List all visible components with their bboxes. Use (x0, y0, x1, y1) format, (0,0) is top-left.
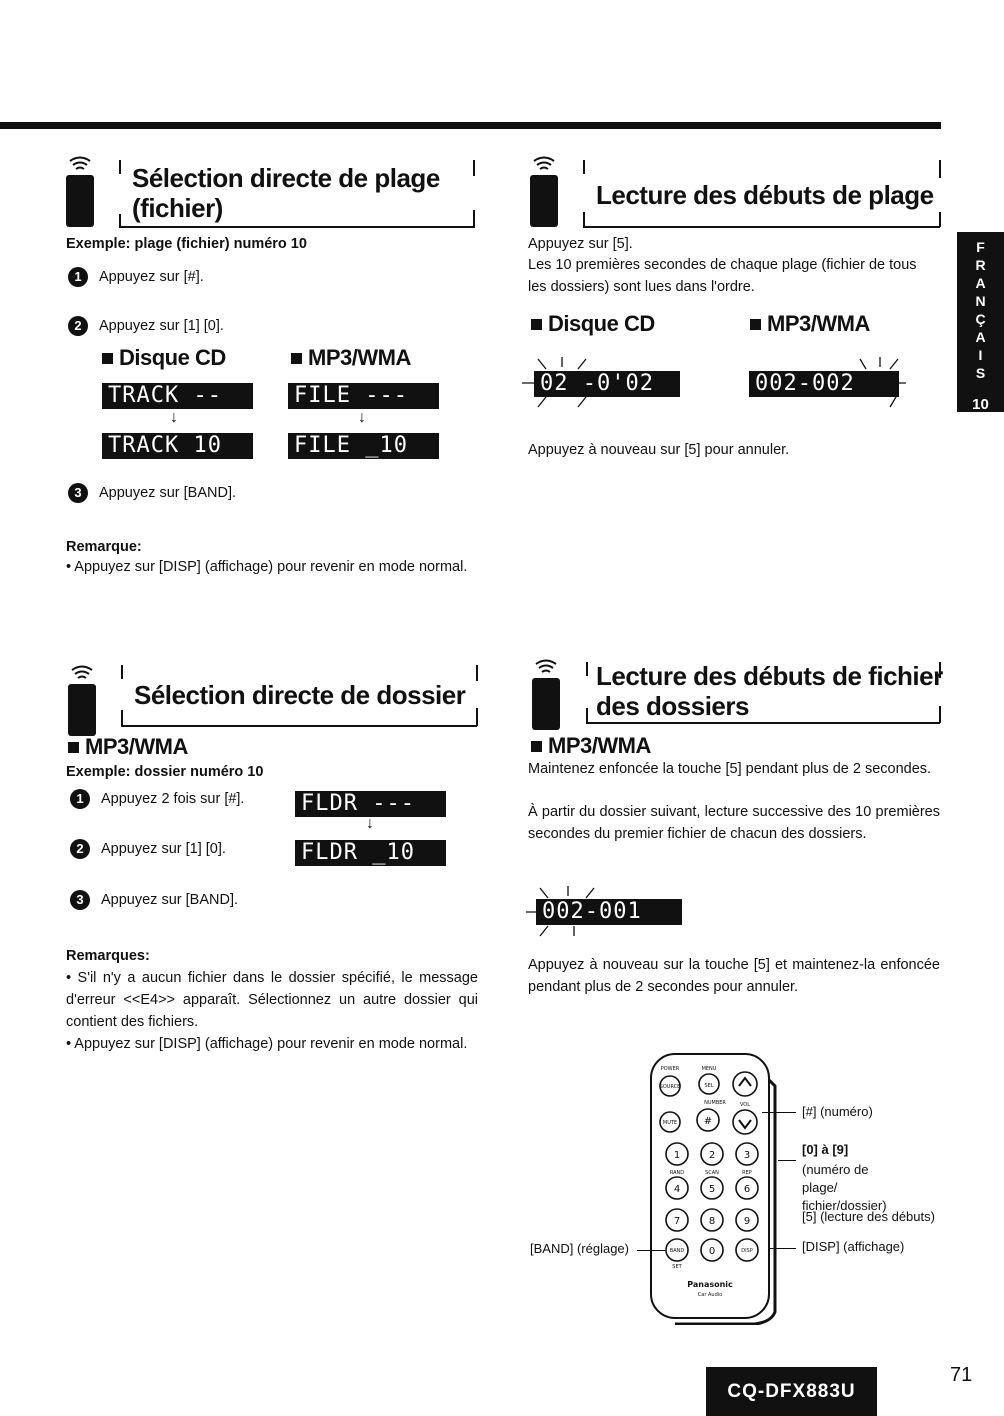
section-title-folder-intro (596, 661, 943, 721)
section-title-track (132, 163, 440, 223)
svg-text:0: 0 (708, 1246, 716, 1257)
language-tab-letter: A (975, 275, 986, 291)
svg-text:MENU: MENU (701, 1066, 717, 1072)
paragraph: Appuyez sur [5]. (528, 236, 633, 252)
step-number: 1 (70, 789, 90, 809)
svg-text:BAND: BAND (669, 1248, 685, 1254)
language-tab-letters (957, 232, 1004, 382)
language-tab (957, 232, 1004, 412)
disque-cd-heading: Disque CD (102, 345, 226, 371)
svg-text:4: 4 (673, 1184, 681, 1195)
svg-text:POWER: POWER (660, 1066, 680, 1072)
paragraph: À partir du dossier suivant, lecture successive des 10 premières secondes du premier fichier de chacun des dossiers. (528, 804, 940, 842)
svg-text:SCAN: SCAN (705, 1170, 719, 1176)
lcd-file-before: FILE --- (288, 383, 439, 409)
svg-text:1: 1 (673, 1150, 681, 1161)
label-disp: [DISP] (affichage) (802, 1239, 905, 1254)
svg-text:9: 9 (743, 1216, 751, 1227)
language-tab-letter: N (975, 293, 986, 309)
language-tab-letter: A (975, 329, 986, 345)
step-number: 3 (70, 890, 90, 910)
svg-text:REP: REP (742, 1170, 752, 1176)
step-number: 1 (68, 267, 88, 287)
title-line2: des dossiers (596, 691, 749, 721)
label-hash: [#] (numéro) (802, 1104, 873, 1119)
language-tab-letter: I (978, 347, 983, 363)
mp3-heading: MP3/WMA (68, 734, 188, 760)
step-text: Appuyez sur [BAND]. (101, 892, 238, 908)
label-digits-desc: (numéro de plage/ fichier/dossier) (802, 1162, 887, 1213)
step-number: 2 (68, 316, 88, 336)
remote-icon (530, 155, 558, 227)
remote-brand-sub: Car Audio (697, 1292, 723, 1298)
remote-icon (68, 664, 96, 736)
label-five: [5] (lecture des débuts) (802, 1209, 935, 1224)
mp3-heading: MP3/WMA (291, 345, 411, 371)
title-line2: (fichier) (132, 193, 223, 223)
svg-text:3: 3 (743, 1150, 751, 1161)
svg-text:NUMBER: NUMBER (704, 1100, 726, 1106)
title-line1: Lecture des débuts de fichier (596, 661, 943, 691)
label-band: [BAND] (réglage) (530, 1241, 629, 1256)
svg-text:SEL: SEL (704, 1083, 714, 1089)
language-tab-letter: S (975, 365, 986, 381)
step-text: Appuyez 2 fois sur [#]. (101, 791, 245, 807)
lcd-folder-intro: 002-001 (536, 899, 682, 925)
title-line1: Sélection directe de plage (132, 163, 440, 193)
mp3-heading: MP3/WMA (750, 311, 870, 337)
svg-text:VOL: VOL (739, 1102, 751, 1108)
svg-text:8: 8 (708, 1216, 716, 1227)
svg-text:7: 7 (673, 1216, 681, 1227)
svg-text:DISP: DISP (741, 1248, 753, 1254)
svg-text:6: 6 (743, 1184, 751, 1195)
remote-brand: Panasonic (687, 1280, 733, 1289)
remote-icon (66, 155, 94, 227)
svg-text:SET: SET (672, 1264, 682, 1270)
lcd-track-after: TRACK 10 (102, 433, 253, 459)
svg-text:5: 5 (708, 1184, 716, 1195)
disque-cd-heading: Disque CD (531, 311, 655, 337)
step-number: 3 (68, 483, 88, 503)
example-text: Exemple: plage (fichier) numéro 10 (66, 236, 307, 252)
svg-text:#: # (703, 1116, 713, 1127)
remarks-title: Remarques: (66, 948, 150, 964)
label-digits: [0] à [9] (802, 1142, 849, 1157)
lcd-folder-after: FLDR _10 (295, 840, 446, 866)
model-number: CQ-DFX883U (706, 1367, 877, 1416)
step-text: Appuyez sur [#]. (99, 269, 204, 285)
language-tab-letter: F (976, 239, 985, 255)
example-text: Exemple: dossier numéro 10 (66, 764, 264, 780)
svg-text:RAND: RAND (669, 1170, 685, 1176)
lcd-file-after: FILE _10 (288, 433, 439, 459)
step-text: Appuyez sur [1] [0]. (99, 318, 224, 334)
top-rule (0, 122, 941, 129)
page-number: 71 (950, 1364, 973, 1386)
svg-text:2: 2 (708, 1150, 716, 1161)
arrow: ↓ (170, 409, 178, 426)
lcd-mp3-intro: 002-002 (749, 371, 899, 397)
lcd-folder-before: FLDR --- (295, 791, 446, 817)
language-tab-letter: Ç (975, 311, 986, 327)
cancel-text: Appuyez à nouveau sur [5] pour annuler. (528, 442, 790, 458)
lcd-cd-intro: 02 -0'02 (534, 371, 680, 397)
svg-text:MUTE: MUTE (662, 1120, 678, 1126)
step-text: Appuyez sur [1] [0]. (101, 841, 226, 857)
step-text: Appuyez sur [BAND]. (99, 485, 236, 501)
remark-title: Remarque: (66, 539, 142, 555)
remark-text: • Appuyez sur [DISP] (affichage) pour revenir en mode normal. (66, 559, 468, 575)
paragraph: Maintenez enfoncée la touche [5] pendant plus de 2 secondes. (528, 761, 932, 777)
arrow: ↓ (366, 815, 374, 832)
remote-icon (532, 658, 560, 730)
remark-text: • Appuyez sur [DISP] (affichage) pour revenir en mode normal. (66, 1036, 468, 1052)
lcd-track-before: TRACK -- (102, 383, 253, 409)
paragraph: Les 10 premières secondes de chaque plage (fichier de tous les dossiers) sont lues dans l'ordre. (528, 257, 917, 295)
language-tab-number: 10 (972, 396, 989, 413)
svg-text:SOURCE: SOURCE (659, 1084, 681, 1090)
section-title-folder: Sélection directe de dossier (134, 680, 466, 710)
mp3-heading: MP3/WMA (531, 733, 651, 759)
remark-text: • S'il n'y a aucun fichier dans le dossier spécifié, le message d'erreur <<E4>> apparaît. Sélectionnez un autre dossier qui contient des fichiers. (66, 970, 478, 1030)
language-tab-letter: R (975, 257, 986, 273)
cancel-text: Appuyez à nouveau sur la touche [5] et maintenez-la enfoncée pendant plus de 2 secondes pour annuler. (528, 957, 940, 995)
step-number: 2 (70, 839, 90, 859)
arrow: ↓ (358, 409, 366, 426)
section-title-intro: Lecture des débuts de plage (596, 180, 934, 210)
remote-control-illustration (645, 1050, 785, 1325)
